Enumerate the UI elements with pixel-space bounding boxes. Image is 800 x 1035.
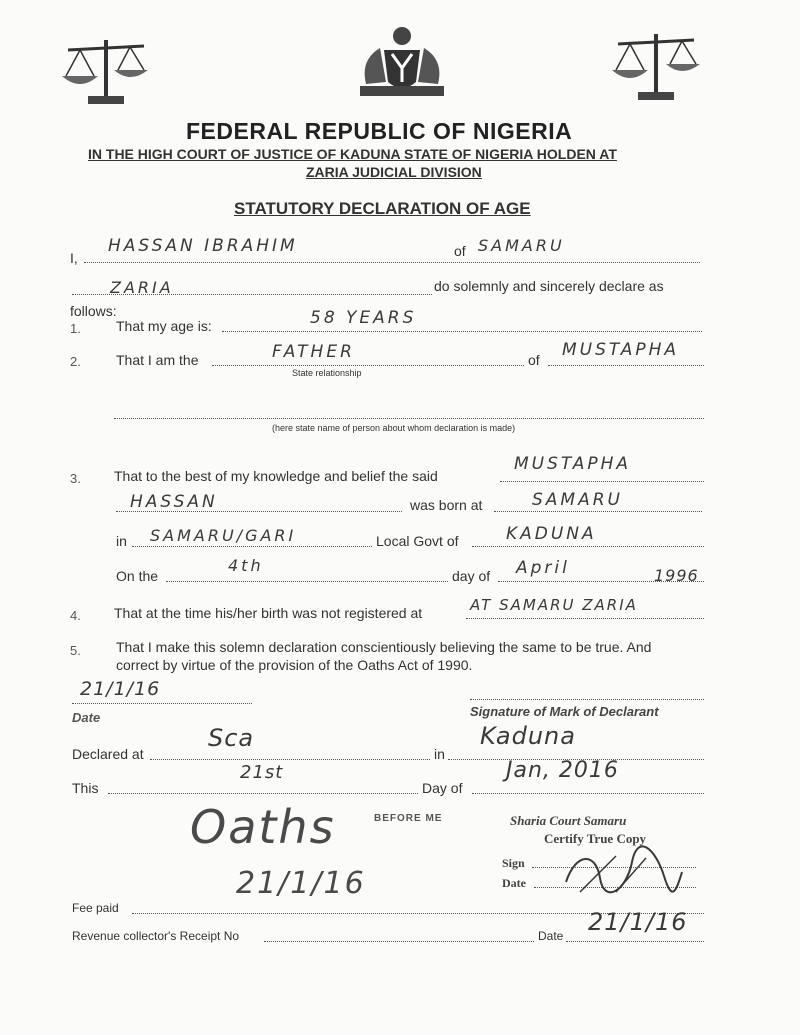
in-label: in [116,533,127,549]
scales-of-justice-icon-left [58,36,154,108]
item-4-number: 4. [70,608,81,623]
stamp-sign-label: Sign [502,856,525,870]
declared-in-value: Kaduna [480,722,576,750]
footer-date-label: Date [538,929,564,943]
declarant-name: HASSAN IBRAHIM [108,236,298,256]
subject-surname: HASSAN [130,492,218,512]
birth-place: SAMARU [532,490,623,510]
fee-paid-label: Fee paid [72,901,119,915]
declared-in-label: in [434,746,445,762]
receipt-label: Revenue collector's Receipt No [72,929,240,943]
declaration-date: 21/1/16 [80,678,161,700]
person-hint: (here state name of person about whom declaration is made) [272,423,516,433]
before-me-label: BEFORE ME [374,813,443,824]
stamp-court-name: Sharia Court Samaru [510,813,627,828]
birth-day: 4th [228,556,264,575]
birth-month: April [516,558,570,578]
day-of-signing-label: Day of [422,780,463,796]
subject-name: MUSTAPHA [562,340,680,360]
date-caption: Date [72,710,101,725]
lga-value: KADUNA [506,524,597,544]
declare-text: do solemnly and sincerely declare as [434,278,664,294]
age-value: 58 YEARS [310,308,417,328]
declared-at-label: Declared at [72,746,144,762]
declaration-title: STATUTORY DECLARATION OF AGE [234,199,531,218]
item-1-number: 1. [70,321,81,336]
registration-place: AT SAMARU ZARIA [470,596,638,614]
oaths-signature: Oaths [190,800,336,854]
this-label: This [72,780,99,796]
belief-label: That to the best of my knowledge and belief the said [114,468,438,484]
oaths-date: 21/1/16 [236,866,366,901]
relation-hint: State relationship [292,368,362,378]
intro-prefix: I, [70,250,78,266]
footer-date-value: 21/1/16 [588,908,688,936]
declarant-town: ZARIA [110,278,174,297]
item-5-number: 5. [70,643,81,658]
day-of-signing-value: Jan, 2016 [506,758,619,783]
stamp-date-label: Date [502,876,526,890]
this-day-value: 21st [240,762,284,783]
signature-caption: Signature of Mark of Declarant [470,704,659,719]
birth-area: SAMARU/GARI [150,526,297,545]
birth-year: 1996 [654,566,699,585]
scales-of-justice-icon-right [610,30,702,106]
relation-label: That I am the [116,352,199,368]
lga-label: Local Govt of [376,533,459,549]
stamp-certify: Certify True Copy [544,831,647,846]
age-label: That my age is: [116,318,212,334]
declared-at-value: Sca [208,724,255,752]
on-the-label: On the [116,568,159,584]
coat-of-arms-icon [356,24,448,102]
solemn-line2: correct by virtue of the provision of the Oaths Act of 1990. [116,657,473,673]
relation-value: FATHER [272,342,355,362]
subject-first-name: MUSTAPHA [514,454,632,474]
court-name-line2: ZARIA JUDICIAL DIVISION [306,164,482,180]
court-name-line1: IN THE HIGH COURT OF JUSTICE OF KADUNA STATE OF NIGERIA HOLDEN AT [88,146,617,162]
follows-label: follows: [70,303,117,319]
stamp-signature-scribble-icon [556,842,686,902]
day-of-label: day of [452,568,491,584]
declarant-place: SAMARU [478,236,565,255]
item-2-number: 2. [70,354,81,369]
born-at-label: was born at [410,497,483,513]
solemn-line1: That I make this solemn declaration conscientiously believing the same to be true. And [116,639,652,655]
relation-of-label: of [528,352,540,368]
registration-label: That at the time his/her birth was not registered at [114,605,423,621]
document-title: FEDERAL REPUBLIC OF NIGERIA [186,118,573,144]
item-3-number: 3. [70,471,81,486]
intro-of: of [454,243,466,259]
